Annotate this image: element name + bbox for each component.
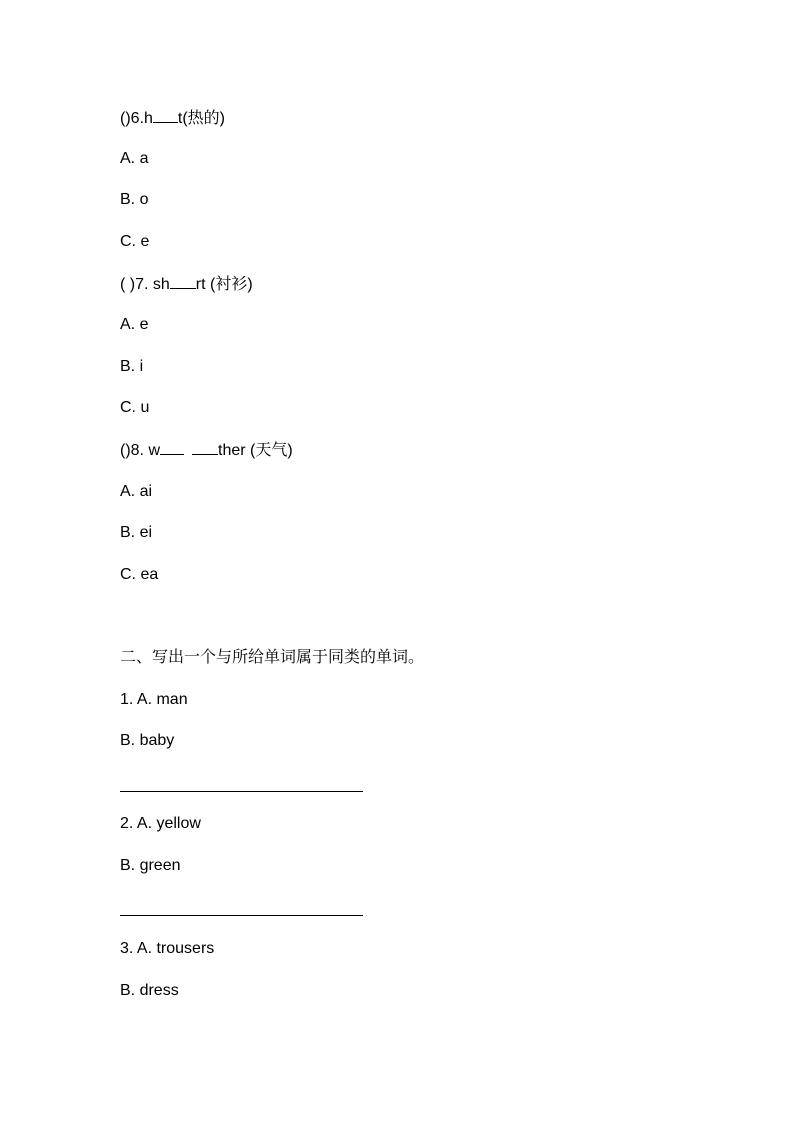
question-6-blank: [153, 108, 178, 123]
question-6-option-a: A. a: [120, 150, 149, 167]
question-8-option-b: B. ei: [120, 524, 153, 541]
question-8-option-c: C. ea: [120, 566, 159, 583]
question-6-option-b: B. o: [120, 191, 149, 208]
question-7-prefix: ( )7. sh: [120, 276, 170, 293]
item-2-word-b: B. green: [120, 857, 181, 874]
question-8-blank-2: [192, 440, 218, 455]
question-8-suffix: ther (天气): [218, 442, 293, 459]
question-8-prefix: ()8. w: [120, 442, 160, 459]
question-6-suffix: t(热的): [177, 110, 226, 127]
question-6: [120, 108, 225, 129]
section-2-heading: 二、写出一个与所给单词属于同类的单词。: [120, 649, 425, 666]
question-6-option-c: C. e: [120, 233, 150, 250]
question-7-option-b: B. i: [120, 358, 144, 375]
question-7-option-c: C. u: [120, 399, 150, 416]
item-2-answer-line[interactable]: [120, 915, 363, 916]
question-7-option-a: A. e: [120, 316, 149, 333]
question-7: [120, 274, 253, 295]
question-6-prefix: ()6.h: [120, 110, 153, 127]
question-8: [120, 440, 293, 461]
item-1-word-b: B. baby: [120, 732, 175, 749]
question-7-suffix: rt (衬衫): [195, 276, 253, 293]
question-8-option-a: A. ai: [120, 483, 153, 500]
item-3-word-a: 3. A. trousers: [120, 940, 215, 957]
item-1-answer-line[interactable]: [120, 791, 363, 792]
question-7-blank: [170, 274, 196, 289]
question-8-blank-1: [160, 440, 184, 455]
item-2-word-a: 2. A. yellow: [120, 815, 201, 832]
item-3-word-b: B. dress: [120, 982, 179, 999]
item-1-word-a: 1. A. man: [120, 691, 188, 708]
